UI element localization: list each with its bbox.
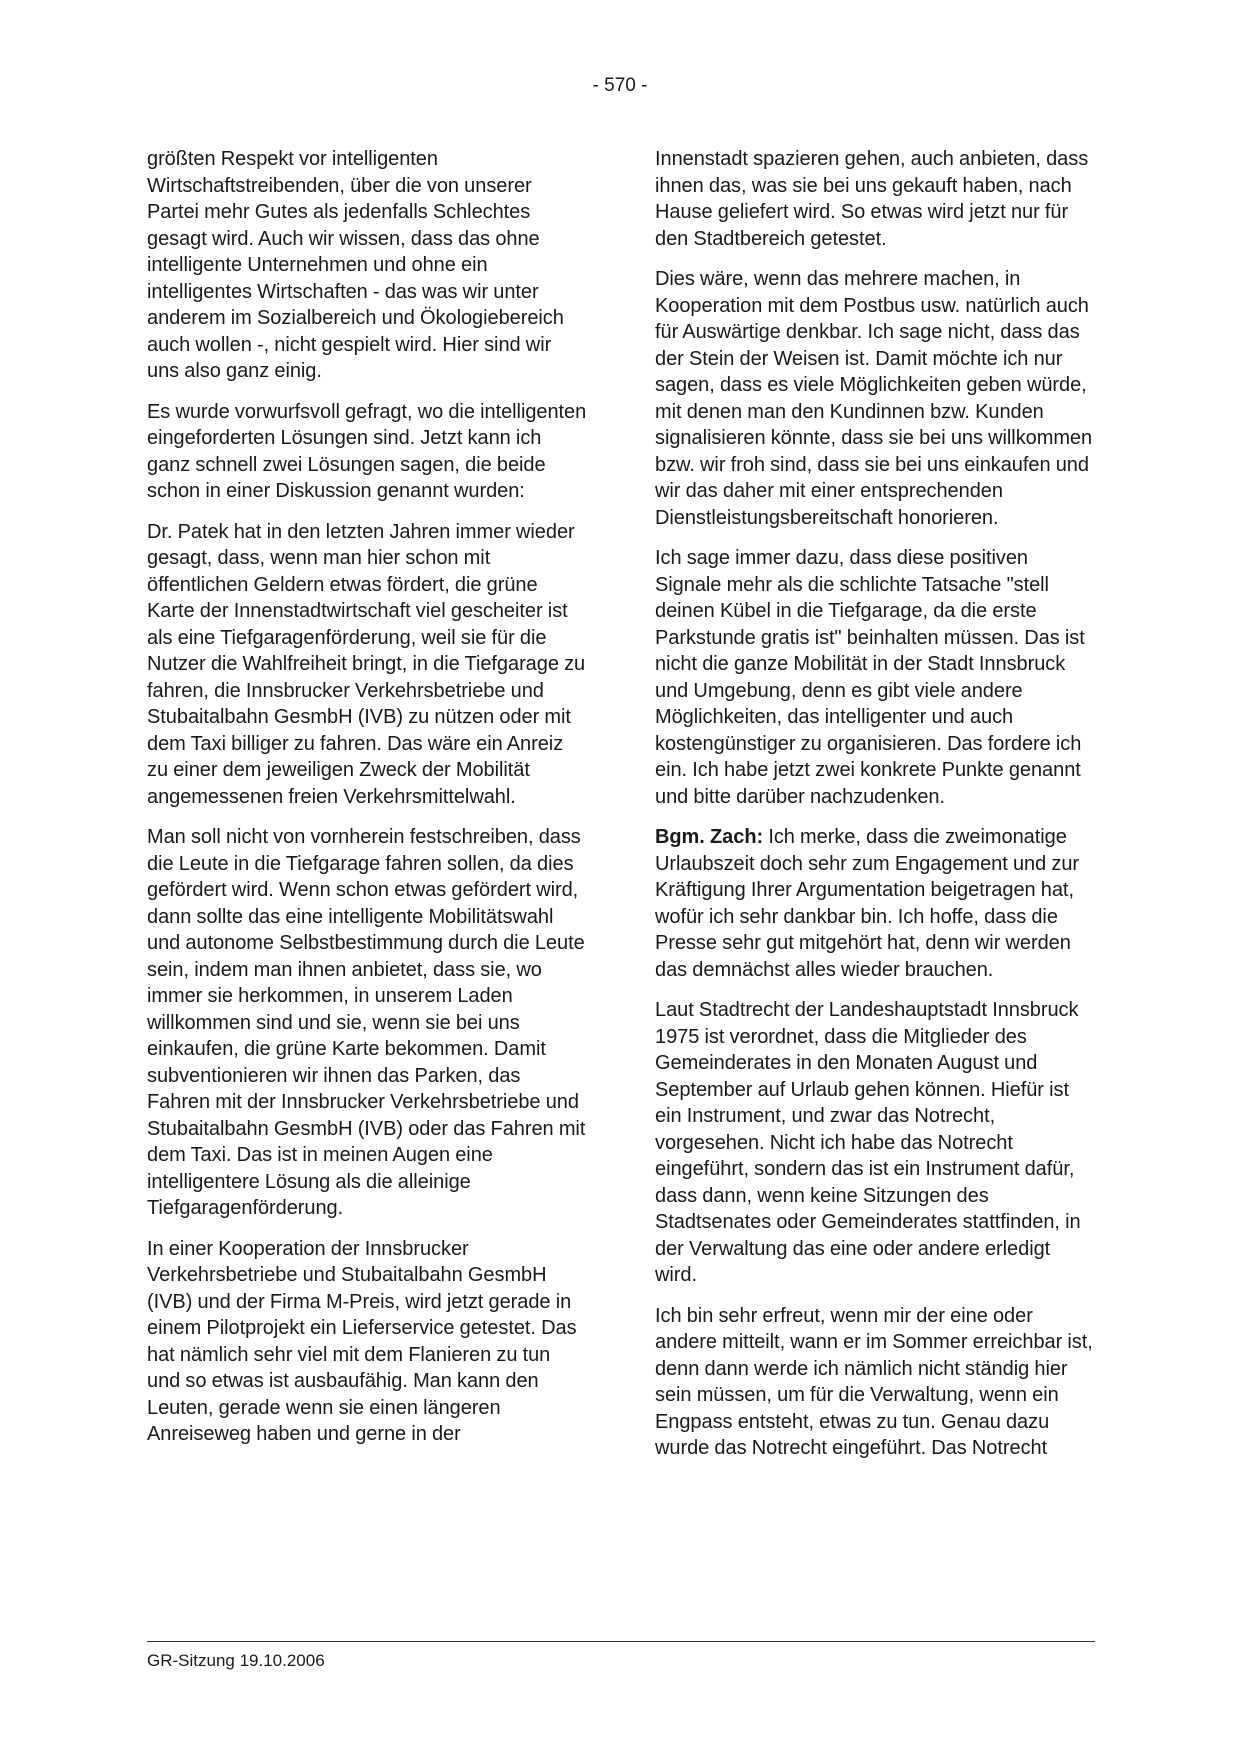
paragraph: Dies wäre, wenn das mehrere machen, in Kooperation mit dem Postbus usw. natürlich auch für Auswärtige denkbar. Ich sage nicht, dass das der Stein der Weisen ist. Damit möchte ich nur sagen, dass es viele Möglichkeiten geben würde, mit denen man den Kundinnen bzw. Kunden signalisieren könnte, dass sie bei uns willkommen bzw. wir froh sind, dass sie bei uns einkaufen und wir das daher mit einer entsprechenden Dienstleistungsbereitschaft honorieren. [655,268,1093,529]
footer-session-label: GR-Sitzung 19.10.2006 [147,1651,325,1670]
right-column [655,146,1095,1476]
left-column [147,146,587,1462]
speaker-text: Ich merke, dass die zweimonatige Urlaubszeit doch sehr zum Engagement und zur Kräftigung Ihrer Argumentation beigetragen hat, wofür ich sehr dankbar bin. Ich hoffe, dass die Presse sehr gut mitgehört hat, denn wir werden das demnächst alles wieder brauchen. [655,826,1080,981]
paragraph: Dr. Patek hat in den letzten Jahren immer wieder gesagt, dass, wenn man hier schon mit öffentlichen Geldern etwas fördert, die grüne Karte der Innenstadtwirtschaft viel gescheiter ist als eine Tiefgaragenförderung, weil sie für die Nutzer die Wahlfreiheit bringt, in die Tiefgarage zu fahren, die Innsbrucker Verkehrsbetriebe und Stubaitalbahn GesmbH (IVB) zu nützen oder mit dem Taxi billiger zu fahren. Das wäre ein Anreiz zu einer dem jeweiligen Zweck der Mobilität angemessenen freien Verkehrsmittelwahl. [147,520,586,808]
paragraph: In einer Kooperation der Innsbrucker Verkehrsbetriebe und Stubaitalbahn GesmbH (IVB) und der Firma M-Preis, wird jetzt gerade in einem Pilotprojekt ein Lieferservice getestet. Das hat nämlich sehr viel mit dem Flanieren zu tun und so etwas ist ausbaufähig. Man kann den Leuten, gerade wenn sie einen längeren Anreiseweg haben und gerne in der [147,1237,577,1445]
footer-divider [147,1641,1095,1642]
paragraph: Man soll nicht von vornherein festschreiben, dass die Leute in die Tiefgarage fahren sollen, da dies gefördert wird. Wenn schon etwas gefördert wird, dann sollte das eine intelligente Mobilitätswahl und autonome Selbstbestimmung durch die Leute sein, indem man ihnen anbietet, dass sie, wo immer sie herkommen, in unserem Laden willkommen sind und sie, wenn sie bei uns einkaufen, die grüne Karte bekommen. Damit subventionieren wir ihnen das Parken, das Fahren mit der Innsbrucker Verkehrsbetriebe und Stubaitalbahn GesmbH (IVB) oder das Fahren mit dem Taxi. Das ist in meinen Augen eine intelligentere Lösung als die alleinige Tiefgaragenförderung. [147,826,586,1219]
paragraph: Ich sage immer dazu, dass diese positiven Signale mehr als die schlichte Tatsache "stell deinen Kübel in die Tiefgarage, da die erste Parkstunde gratis ist" beinhalten müssen. Das ist nicht die ganze Mobilität in der Stadt Innsbruck und Umgebung, denn es gibt viele andere Möglichkeiten, das intelligenter und auch kostengünstiger zu organisieren. Das fordere ich ein. Ich habe jetzt zwei konkrete Punkte genannt und bitte darüber nachzudenken. [655,547,1085,808]
speaker-paragraph [655,824,1095,983]
paragraph: Ich bin sehr erfreut, wenn mir der eine oder andere mitteilt, wann er im Sommer erreichbar ist, denn dann werde ich nämlich nicht ständig hier sein müssen, um für die Verwaltung, wenn ein Engpass entsteht, etwas zu tun. Genau dazu wurde das Notrecht eingeführt. Das Notrecht [655,1304,1093,1459]
paragraph: Es wurde vorwurfsvoll gefragt, wo die intelligenten eingeforderten Lösungen sind. Jetzt kann ich ganz schnell zwei Lösungen sagen, die beide schon in einer Diskussion genannt wurden: [147,400,587,502]
speaker-name: Bgm. Zach: [655,826,764,848]
paragraph: Laut Stadtrecht der Landeshauptstadt Innsbruck 1975 ist verordnet, dass die Mitglieder des Gemeinderates in den Monaten August und September auf Urlaub gehen können. Hiefür ist ein Instrument, und zwar das Notrecht, vorgesehen. Nicht ich habe das Notrecht eingeführt, sondern das ist ein Instrument dafür, dass dann, wenn keine Sitzungen des Stadtsenates oder Gemeinderates stattfinden, in der Verwaltung das eine oder andere erledigt wird. [655,999,1081,1286]
page-number: - 570 - [592,75,648,96]
paragraph: Innenstadt spazieren gehen, auch anbieten, dass ihnen das, was sie bei uns gekauft haben, nach Hause geliefert wird. So etwas wird jetzt nur für den Stadtbereich getestet. [655,148,1089,250]
paragraph: größten Respekt vor intelligenten Wirtschaftstreibenden, über die von unserer Partei mehr Gutes als jedenfalls Schlechtes gesagt wird. Auch wir wissen, dass das ohne intelligente Unternehmen und ohne ein intelligentes Wirtschaften - das was wir unter anderem im Sozialbereich und Ökologiebereich auch wollen -, nicht gespielt wird. Hier sind wir uns also ganz einig. [147,148,564,382]
